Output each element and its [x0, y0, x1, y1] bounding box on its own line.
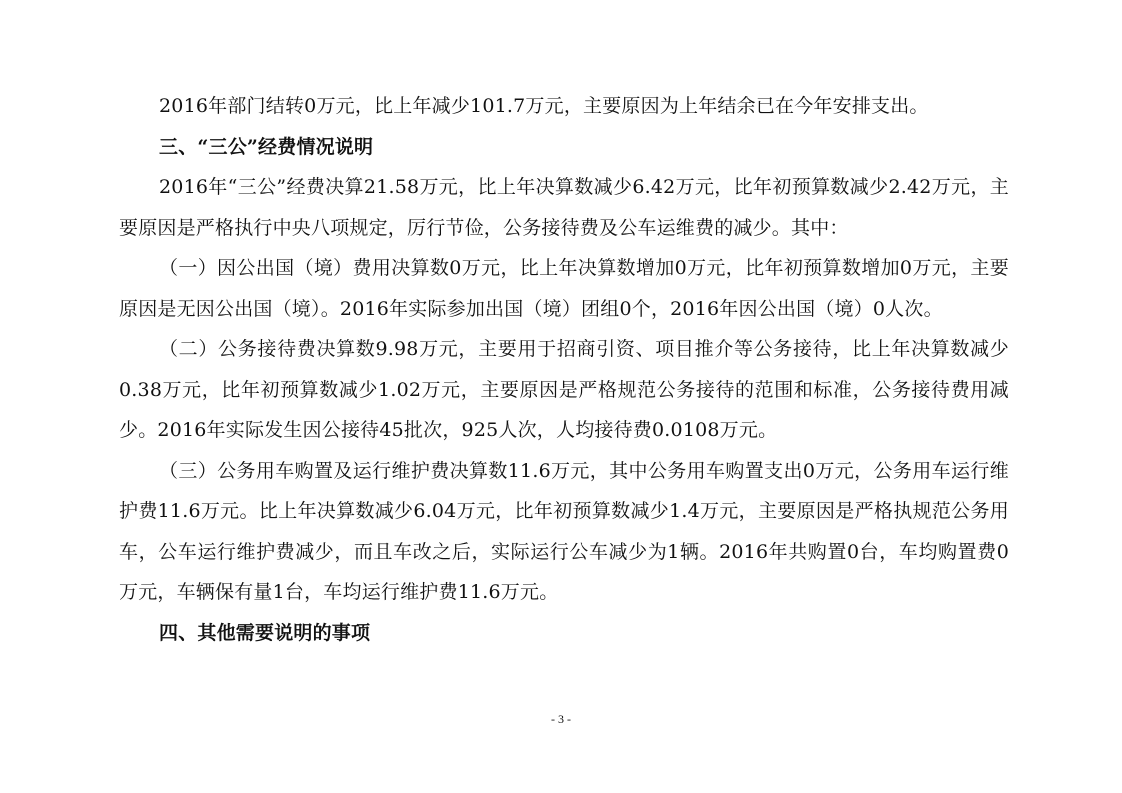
paragraph-overseas-travel: （一）因公出国（境）费用决算数0万元，比上年决算数增加0万元，比年初预算数增加0万元，主要原因是无因公出国（境）。2016年实际参加出国（境）团组0个，2016年因公出国（境）0人次。 — [119, 257, 1009, 320]
paragraph-official-reception: （二）公务接待费决算数9.98万元，主要用于招商引资、项目推介等公务接待，比上年决算数减少0.38万元，比年初预算数减少1.02万元，主要原因是严格规范公务接待的范围和标准，公务接待费用减少。2016年实际发生因公接待45批次，925人次，人均接待费0.0108万元。 — [119, 338, 1009, 441]
section-heading-other-matters: 四、其他需要说明的事项 — [159, 621, 371, 644]
page-number: - 3 - — [551, 712, 571, 726]
paragraph-carryover: 2016年部门结转0万元，比上年减少101.7万元，主要原因为上年结余已在今年安排支出。 — [159, 95, 929, 117]
document-body — [119, 86, 1009, 653]
paragraph-three-public-summary: 2016年“三公”经费决算21.58万元，比上年决算数减少6.42万元，比年初预算数减少2.42万元，主要原因是严格执行中央八项规定，厉行节俭，公务接待费及公车运维费的减少。其中： — [119, 176, 1009, 239]
paragraph-official-vehicles: （三）公务用车购置及运行维护费决算数11.6万元，其中公务用车购置支出0万元，公务用车运行维护费11.6万元。比上年决算数减少6.04万元，比年初预算数减少1.4万元，主要原因是严格执规范公务用车，公车运行维护费减少，而且车改之后，实际运行公车减少为1辆。2016年共购置0台，车均购置费0万元，车辆保有量1台，车均运行维护费11.6万元。 — [119, 459, 1009, 603]
section-heading-three-public: 三、“三公”经费情况说明 — [159, 135, 374, 158]
